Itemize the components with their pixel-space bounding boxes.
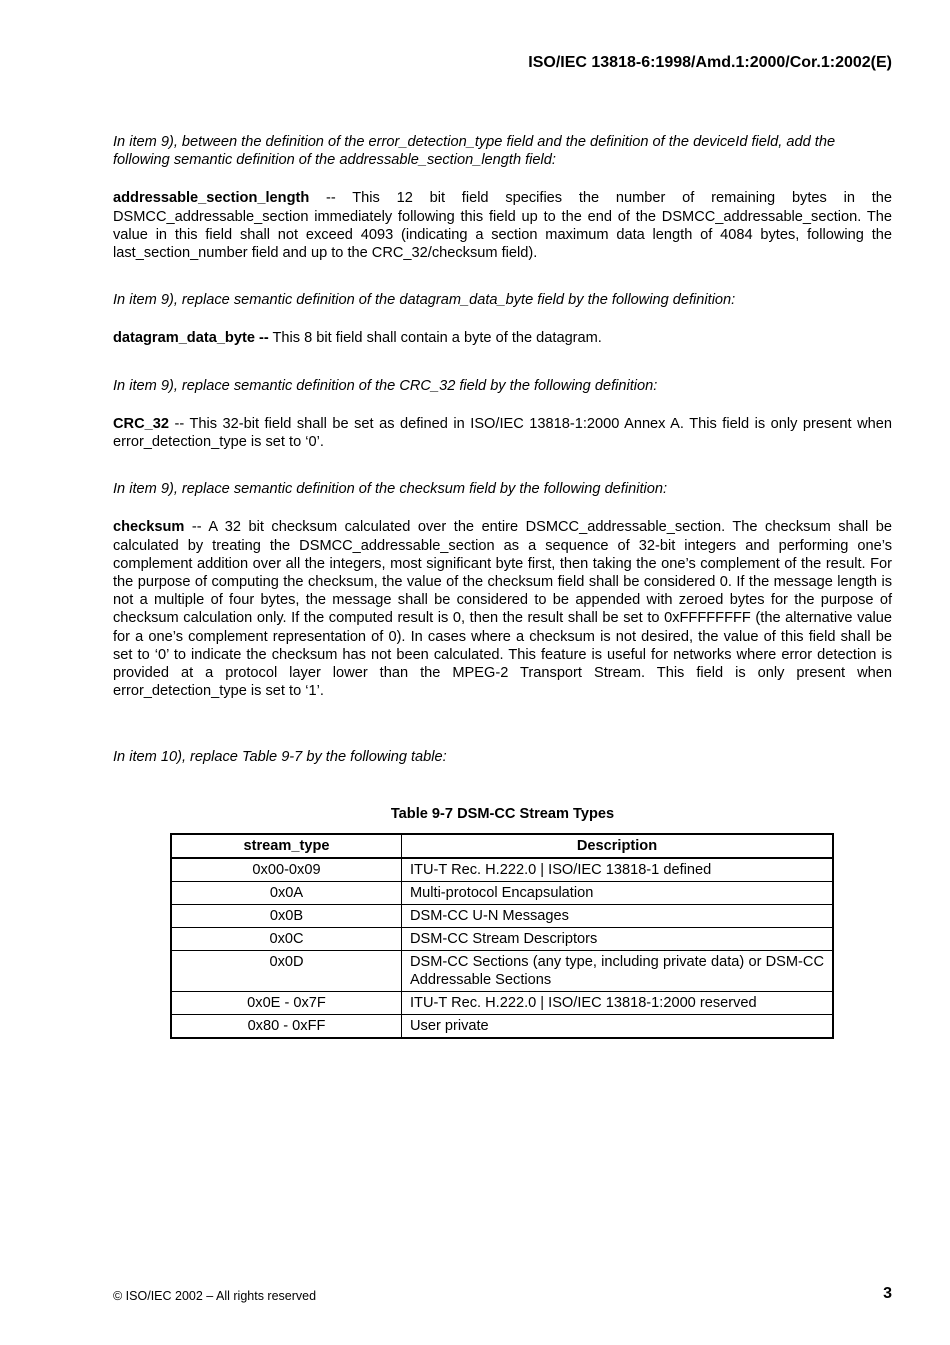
table-header-row — [171, 834, 833, 858]
table-row — [171, 858, 833, 882]
table-row — [171, 991, 833, 1014]
table-row — [171, 950, 833, 991]
definition-datagram-data-byte — [113, 329, 892, 347]
table-title: Table 9-7 DSM-CC Stream Types — [390, 805, 615, 822]
instruction-datagram-data-byte: In item 9), replace semantic definition of the datagram_data_byte field by the following definition: — [113, 292, 736, 309]
page-content — [113, 133, 892, 1039]
stream-type-cell: 0x0B — [171, 904, 402, 927]
stream-type-cell: 0x00-0x09 — [171, 858, 402, 882]
definition-text: -- A 32 bit checksum calculated over the entire DSMCC_addressable_section. The checksum shall be calculated by treating the DSMCC_addressable_section as a sequence of 32-bit integers and performing one’s complement addition over all the integers, most significant byte first, then taking the one’s complement of the result. For the purpose of computing the checksum, the value of the checksum field shall be considered 0. If the message length is not a multiple of four bytes, the message shall be considered to be appended with zeroed bytes for the purpose of checksum calculation only. If the computed result is 0, then the result shall be set to 0xFFFFFFFF (the alternative value for a one’s complement representation of 0). In cases where a checksum is not desired, the value of this field shall be set to ‘0’ to indicate the checksum has not been calculated. This feature is useful for networks where error detection is provided at a protocol layer lower than the MPEG-2 Transport Stream. This field is only present when error_detection_type is set to ‘1’. — [113, 519, 892, 700]
term-crc-32: CRC_32 — [113, 415, 169, 432]
definition-addressable-section-length — [113, 189, 892, 262]
table-row — [171, 904, 833, 927]
stream-type-cell: 0x0D — [171, 950, 402, 991]
term-checksum: checksum — [113, 519, 185, 536]
description-cell: Multi-protocol Encapsulation — [402, 881, 834, 904]
description-cell: DSM-CC Stream Descriptors — [402, 927, 834, 950]
document-header: ISO/IEC 13818-6:1998/Amd.1:2000/Cor.1:2002(E) — [528, 54, 892, 71]
column-header-description: Description — [402, 834, 834, 858]
description-cell: ITU-T Rec. H.222.0 | ISO/IEC 13818-1:2000 reserved — [402, 991, 834, 1014]
column-header-stream-type: stream_type — [171, 834, 402, 858]
page-number: 3 — [883, 1285, 892, 1302]
instruction-crc-32: In item 9), replace semantic definition of the CRC_32 field by the following definition: — [113, 377, 658, 394]
instruction-addressable-section-length: In item 9), between the definition of the error_detection_type field and the definition of the deviceId field, add the following semantic definition of the addressable_section_length field: — [113, 134, 836, 169]
definition-checksum — [113, 518, 892, 700]
definition-crc-32 — [113, 415, 892, 451]
instruction-checksum: In item 9), replace semantic definition of the checksum field by the following definition: — [113, 481, 668, 498]
instruction-table: In item 10), replace Table 9-7 by the following table: — [113, 749, 447, 766]
copyright-notice: © ISO/IEC 2002 – All rights reserved — [113, 1289, 317, 1303]
stream-type-cell: 0x0A — [171, 881, 402, 904]
stream-type-cell: 0x0E - 0x7F — [171, 991, 402, 1014]
stream-types-table — [170, 833, 834, 1039]
table-row — [171, 1014, 833, 1038]
stream-type-cell: 0x80 - 0xFF — [171, 1014, 402, 1038]
term-datagram-data-byte: datagram_data_byte -- — [113, 330, 269, 347]
stream-type-cell: 0x0C — [171, 927, 402, 950]
definition-text: -- This 32-bit field shall be set as defined in ISO/IEC 13818-1:2000 Annex A. This field is only present when error_detection_type is set to ‘0’. — [113, 415, 892, 451]
description-cell: DSM-CC Sections (any type, including private data) or DSM-CC Addressable Sections — [402, 950, 834, 991]
description-cell: ITU-T Rec. H.222.0 | ISO/IEC 13818-1 defined — [402, 858, 834, 882]
table-row — [171, 927, 833, 950]
definition-text: -- This 12 bit field specifies the number of remaining bytes in the DSMCC_addressable_section immediately following this field up to the end of the DSMCC_addressable_section. The value in this field shall not exceed 4093 (indicating a section maximum data length of 4084 bytes, following the last_section_number field and up to the CRC_32/checksum field). — [113, 190, 892, 262]
description-cell: DSM-CC U-N Messages — [402, 904, 834, 927]
term-addressable-section-length: addressable_section_length — [113, 190, 310, 207]
definition-text: This 8 bit field shall contain a byte of the datagram. — [268, 330, 602, 347]
description-cell: User private — [402, 1014, 834, 1038]
table-row — [171, 881, 833, 904]
